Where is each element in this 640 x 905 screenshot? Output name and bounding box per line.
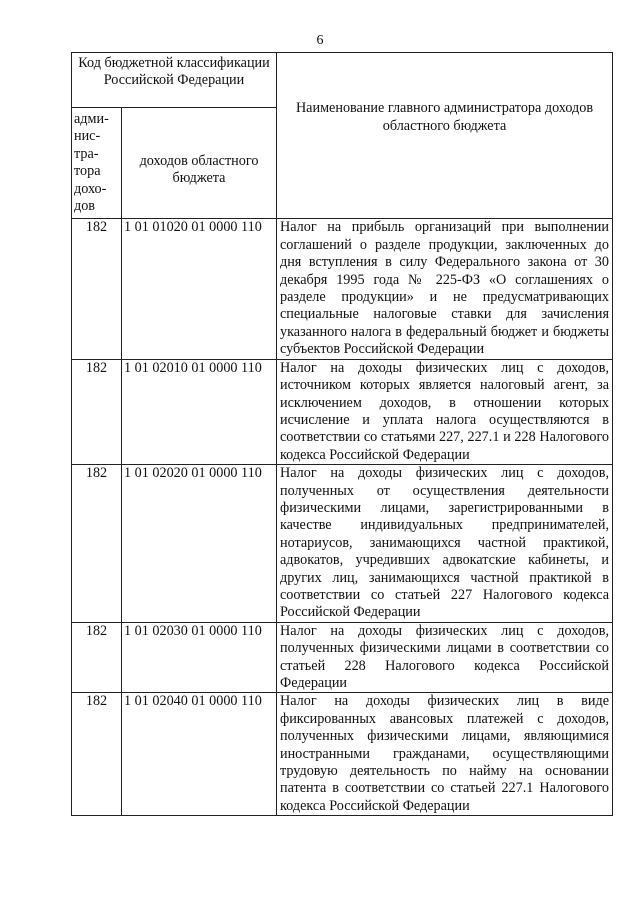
page-number: 6: [316, 33, 324, 48]
income-code-cell: 1 01 02020 01 0000 110: [122, 465, 277, 623]
table-row: [72, 465, 613, 623]
table-row: [72, 359, 613, 464]
income-code-header-text: доходов областного бюджета: [139, 152, 259, 187]
administrator-name-header: [277, 53, 613, 219]
income-code-cell: 1 01 02010 01 0000 110: [122, 359, 277, 464]
table-row: [72, 219, 613, 359]
income-name-cell: Налог на прибыль организаций при выполнении соглашений о разделе продукции, заключенных до дня вступления в силу Федерального закона от 30 декабря 1995 года № 225-ФЗ «О соглашениях о разделе продукции» и не предусматривающих специальные налоговые ставки для зачисления указанного налога в федеральный бюджет и бюджеты субъектов Российской Федерации: [277, 219, 613, 359]
header-row-group: [72, 53, 613, 108]
table-row: [72, 622, 613, 693]
income-name-cell: Налог на доходы физических лиц в виде фиксированных авансовых платежей с доходов, полученных физическими лицами, являющимися иностранными гражданами, осуществляющими трудовую деятельность по найму на основании патента в соответствии со статьей 227.1 Налогового кодекса Российской Федерации: [277, 693, 613, 816]
table-row: [72, 693, 613, 816]
income-code-cell: 1 01 02040 01 0000 110: [122, 693, 277, 816]
administrator-code-header: адми-нис-тра-тора дохо-дов: [72, 108, 122, 219]
admin-code-cell: 182: [72, 622, 122, 693]
admin-code-cell: 182: [72, 359, 122, 464]
income-name-cell: Налог на доходы физических лиц с доходов, полученных физическими лицами в соответствии со статьей 228 Налогового кодекса Российской Федерации: [277, 622, 613, 693]
admin-code-cell: 182: [72, 219, 122, 359]
administrator-name-header-text: Наименование главного администратора доходов областного бюджета: [295, 100, 594, 134]
admin-code-cell: 182: [72, 693, 122, 816]
income-name-cell: Налог на доходы физических лиц с доходов, полученных от осуществления деятельности физическими лицами, зарегистрированными в качестве индивидуальных предпринимателей, нотариусов, занимающихся частной практикой, адвокатов, учредивших адвокатские кабинеты, и других лиц, занимающихся частной практикой в соответствии со статьей 227 Налогового кодекса Российской Федерации: [277, 465, 613, 623]
income-name-cell: Налог на доходы физических лиц с доходов, источником которых является налоговый агент, за исключением доходов, в отношении которых исчисление и уплата налога осуществляются в соответствии со статьями 227, 227.1 и 228 Налогового кодекса Российской Федерации: [277, 359, 613, 464]
income-code-cell: 1 01 02030 01 0000 110: [122, 622, 277, 693]
budget-classification-header: Код бюджетной классификации Российской Федерации: [72, 53, 277, 108]
admin-code-cell: 182: [72, 465, 122, 623]
income-code-header: [122, 108, 277, 219]
income-code-cell: 1 01 01020 01 0000 110: [122, 219, 277, 359]
budget-classification-table: [71, 52, 613, 816]
